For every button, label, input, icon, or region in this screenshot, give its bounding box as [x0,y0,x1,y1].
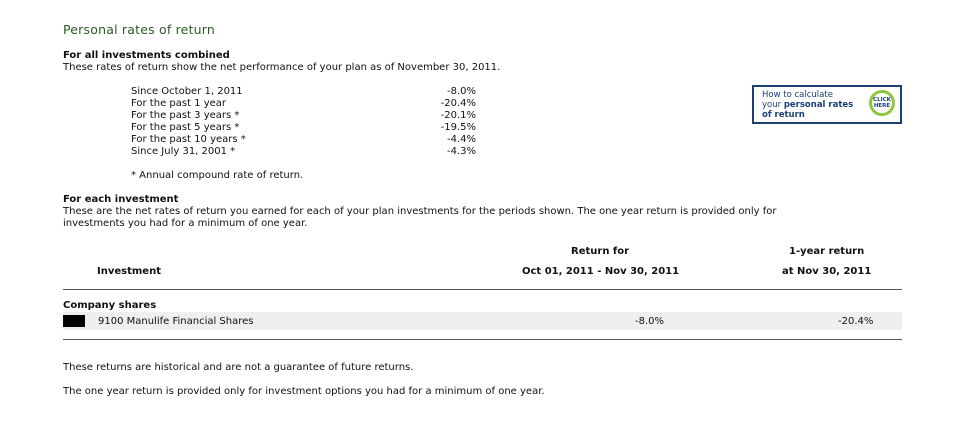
rate-value: -4.3% [446,146,476,157]
rate-row [131,146,476,158]
rate-value: -19.5% [440,122,476,133]
rate-row [131,134,476,146]
badge-line-2: HERE [873,103,891,109]
rate-value: -20.1% [440,110,476,121]
table-top-divider [63,289,902,290]
one-year-note: The one year return is provided only for investment options you had for a minimum of one year. [63,386,545,397]
page-title: Personal rates of return [63,22,216,37]
rate-label: Since July 31, 2001 * [131,146,236,157]
investment-name: 9100 Manulife Financial Shares [98,316,254,327]
rate-label: For the past 3 years * [131,110,240,121]
fund-color-swatch [63,315,85,327]
callout-line-2-bold: personal rates [783,100,854,110]
calculate-rates-link[interactable] [752,85,902,124]
table-bottom-divider [63,339,902,340]
rate-label: For the past 1 year [131,98,227,109]
col-return-for-header: Return for [571,246,630,257]
period-return-value: -8.0% [635,316,665,327]
each-intro-line-1: These are the net rates of return you earned for each of your plan investments for the periods shown. The one year return is provided only for [63,206,777,217]
rate-value: -20.4% [440,98,476,109]
callout-line-3: of return [762,110,805,120]
rate-row [131,86,476,98]
combined-intro: These rates of return show the net performance of your plan as of November 30, 2011. [63,62,501,73]
col-investment-header: Investment [97,266,161,277]
callout-line-2 [762,100,853,110]
col-1year-header: 1-year return [789,246,865,257]
historical-note: These returns are historical and are not a guarantee of future returns. [63,362,414,373]
callout-line-1: How to calculate [762,90,833,100]
rate-row [131,98,476,110]
rate-value: -8.0% [446,86,476,97]
rate-value: -4.4% [446,134,476,145]
click-here-badge-icon[interactable] [869,90,895,116]
combined-rates-list [131,86,476,158]
each-heading: For each investment [63,194,179,205]
rate-row [131,110,476,122]
col-1year-date: at Nov 30, 2011 [782,266,872,277]
year-return-value: -20.4% [838,316,874,327]
col-return-period: Oct 01, 2011 - Nov 30, 2011 [522,266,680,277]
badge-line-1: CLICK [873,97,891,103]
rate-label: For the past 10 years * [131,134,246,145]
group-company-shares: Company shares [63,300,157,311]
callout-text [762,90,853,120]
rate-row [131,122,476,134]
combined-heading: For all investments combined [63,50,230,61]
annual-footnote: * Annual compound rate of return. [131,170,304,181]
callout-line-2-prefix: your [762,100,784,110]
rate-label: Since October 1, 2011 [131,86,243,97]
rate-label: For the past 5 years * [131,122,240,133]
each-intro-line-2: investments you had for a minimum of one year. [63,218,308,229]
